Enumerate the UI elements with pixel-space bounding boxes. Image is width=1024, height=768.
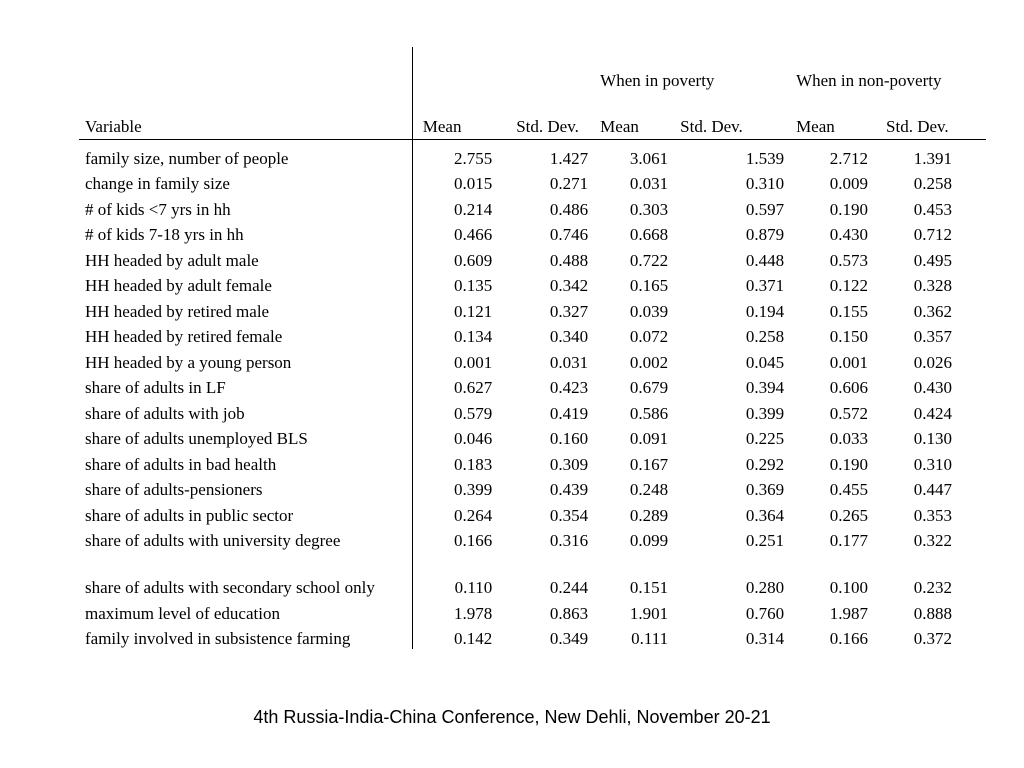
row-value-cell: 0.372 xyxy=(913,629,952,648)
row-value-cell: 0.430 xyxy=(913,378,952,397)
row-value-cell: 0.072 xyxy=(629,327,669,346)
row-variable-label: HH headed by adult female xyxy=(79,271,412,297)
table-row xyxy=(79,373,986,399)
table-row xyxy=(79,296,986,322)
row-value-cell: 0.354 xyxy=(549,505,589,525)
row-variable-label: family involved in subsistence farming xyxy=(79,624,412,650)
row-value-cell: 0.225 xyxy=(745,429,785,448)
table-row xyxy=(79,398,986,424)
row-variable-label: share of adults unemployed BLS xyxy=(79,424,412,450)
row-value-cell: 0.251 xyxy=(745,531,785,550)
row-value-cell: 0.486 xyxy=(549,199,589,219)
row-value-cell: 0.110 xyxy=(454,578,493,597)
row-value-cell: 0.190 xyxy=(829,199,869,219)
row-variable-label: share of adults with secondary school only xyxy=(79,551,412,598)
statistics-table xyxy=(79,47,986,649)
row-value-cell: 0.033 xyxy=(829,429,869,448)
row-value-cell: 0.130 xyxy=(913,429,952,448)
row-value-cell: 0.002 xyxy=(629,352,669,372)
row-value-cell: 0.430 xyxy=(829,225,869,244)
row-value-cell: 0.039 xyxy=(629,301,669,321)
row-variable-label: # of kids 7-18 yrs in hh xyxy=(79,220,412,246)
row-value-cell: 0.292 xyxy=(745,454,785,474)
row-value-cell: 0.155 xyxy=(829,301,869,321)
row-value-cell: 0.488 xyxy=(549,250,589,270)
row-variable-label: share of adults in LF xyxy=(79,373,412,399)
row-value-cell: 0.134 xyxy=(453,327,493,346)
row-value-cell: 0.863 xyxy=(549,603,589,623)
row-value-cell: 0.353 xyxy=(913,505,952,525)
row-value-cell: 0.349 xyxy=(549,629,589,648)
row-value-cell: 0.150 xyxy=(829,327,869,346)
row-value-cell: 0.466 xyxy=(453,225,493,244)
row-value-cell: 0.340 xyxy=(549,327,589,346)
header-column-row xyxy=(79,93,986,140)
table-row xyxy=(79,598,986,624)
row-value-cell: 0.111 xyxy=(631,629,669,648)
row-value-cell: 0.100 xyxy=(829,578,869,597)
row-value-cell: 1.391 xyxy=(913,148,952,168)
row-value-cell: 0.258 xyxy=(913,174,952,193)
table-row xyxy=(79,500,986,526)
row-value-cell: 0.606 xyxy=(829,378,869,397)
table-row xyxy=(79,271,986,297)
row-value-cell: 0.760 xyxy=(745,603,785,623)
row-value-cell: 0.371 xyxy=(745,276,785,295)
row-value-cell: 0.015 xyxy=(453,174,493,193)
header-variable: Variable xyxy=(79,93,412,140)
row-value-cell: 0.573 xyxy=(829,250,869,270)
row-value-cell: 1.978 xyxy=(453,603,493,623)
row-value-cell: 0.031 xyxy=(629,174,669,193)
table-row xyxy=(79,449,986,475)
row-value-cell: 0.280 xyxy=(745,578,785,597)
table-row xyxy=(79,220,986,246)
row-value-cell: 0.310 xyxy=(913,454,952,474)
row-value-cell: 0.879 xyxy=(745,225,785,244)
header-mean-nonpoverty: Mean xyxy=(784,93,868,140)
row-variable-label: HH headed by adult male xyxy=(79,245,412,271)
row-value-cell: 0.453 xyxy=(913,199,952,219)
row-value-cell: 0.369 xyxy=(745,480,785,499)
row-value-cell: 0.419 xyxy=(549,403,589,423)
row-value-cell: 0.177 xyxy=(829,531,869,550)
row-variable-label: maximum level of education xyxy=(79,598,412,624)
header-stddev-poverty: Std. Dev. xyxy=(668,93,784,140)
row-value-cell: 0.271 xyxy=(549,174,589,193)
row-value-cell: 0.001 xyxy=(829,352,869,372)
row-value-cell: 0.166 xyxy=(829,629,869,648)
row-value-cell: 0.447 xyxy=(913,480,952,499)
row-value-cell: 0.399 xyxy=(453,480,493,499)
row-value-cell: 0.322 xyxy=(913,531,952,550)
row-value-cell: 0.142 xyxy=(453,629,493,648)
row-value-cell: 0.722 xyxy=(629,250,669,270)
row-value-cell: 0.572 xyxy=(829,403,869,423)
row-value-cell: 0.357 xyxy=(913,327,952,346)
row-variable-label: share of adults in bad health xyxy=(79,449,412,475)
table-body xyxy=(79,140,986,650)
header-mean-all: Mean xyxy=(412,93,492,140)
row-value-cell: 0.586 xyxy=(629,403,669,423)
table-row xyxy=(79,245,986,271)
header-group-poverty: When in poverty xyxy=(600,71,715,90)
row-value-cell: 0.121 xyxy=(453,301,493,321)
row-variable-label: share of adults-pensioners xyxy=(79,475,412,501)
row-variable-label: # of kids <7 yrs in hh xyxy=(79,194,412,220)
row-value-cell: 0.303 xyxy=(629,199,669,219)
table-row xyxy=(79,140,986,169)
table-row xyxy=(79,169,986,195)
header-group-nonpoverty: When in non-poverty xyxy=(796,71,942,90)
row-variable-label: change in family size xyxy=(79,169,412,195)
row-value-cell: 0.668 xyxy=(629,225,669,244)
row-value-cell: 0.314 xyxy=(745,629,785,648)
row-value-cell: 0.046 xyxy=(453,429,493,448)
row-value-cell: 0.364 xyxy=(745,505,785,525)
row-value-cell: 0.579 xyxy=(453,403,493,423)
table-row xyxy=(79,475,986,501)
row-value-cell: 0.214 xyxy=(453,199,493,219)
row-value-cell: 0.328 xyxy=(913,276,952,295)
row-variable-label: share of adults in public sector xyxy=(79,500,412,526)
table-header xyxy=(79,47,986,140)
row-value-cell: 0.394 xyxy=(745,378,785,397)
row-value-cell: 0.439 xyxy=(549,480,589,499)
row-value-cell: 0.265 xyxy=(829,505,869,525)
row-value-cell: 0.362 xyxy=(913,301,952,321)
row-value-cell: 0.160 xyxy=(549,429,589,448)
row-value-cell: 0.609 xyxy=(453,250,493,270)
row-value-cell: 0.183 xyxy=(453,454,493,474)
row-value-cell: 0.135 xyxy=(453,276,493,295)
row-value-cell: 0.258 xyxy=(745,327,785,346)
row-variable-label: HH headed by a young person xyxy=(79,347,412,373)
row-value-cell: 0.310 xyxy=(745,174,785,193)
row-value-cell: 0.712 xyxy=(913,225,952,244)
row-value-cell: 1.987 xyxy=(829,603,869,623)
row-value-cell: 0.309 xyxy=(549,454,589,474)
table-row xyxy=(79,424,986,450)
header-stddev-all: Std. Dev. xyxy=(492,93,588,140)
row-variable-label: family size, number of people xyxy=(79,140,412,169)
row-value-cell: 0.342 xyxy=(549,276,589,295)
row-value-cell: 0.031 xyxy=(549,352,589,372)
row-value-cell: 0.455 xyxy=(829,480,869,499)
row-value-cell: 0.423 xyxy=(549,378,589,397)
table-row xyxy=(79,551,986,598)
row-value-cell: 0.151 xyxy=(629,578,669,597)
row-value-cell: 0.099 xyxy=(629,531,669,550)
header-stddev-nonpoverty: Std. Dev. xyxy=(868,93,986,140)
row-value-cell: 0.746 xyxy=(549,225,589,244)
row-value-cell: 0.679 xyxy=(629,378,669,397)
row-value-cell: 0.495 xyxy=(913,250,952,270)
row-value-cell: 1.427 xyxy=(549,148,589,168)
row-value-cell: 0.627 xyxy=(453,378,493,397)
row-value-cell: 1.901 xyxy=(629,603,669,623)
header-mean-poverty: Mean xyxy=(588,93,668,140)
row-variable-label: share of adults with job xyxy=(79,398,412,424)
row-value-cell: 1.539 xyxy=(745,148,785,168)
row-value-cell: 0.424 xyxy=(913,403,952,423)
row-value-cell: 0.190 xyxy=(829,454,869,474)
row-value-cell: 0.009 xyxy=(829,174,869,193)
row-value-cell: 0.091 xyxy=(629,429,669,448)
table-row xyxy=(79,322,986,348)
row-value-cell: 0.194 xyxy=(745,301,785,321)
row-value-cell: 0.122 xyxy=(829,276,869,295)
row-value-cell: 0.248 xyxy=(629,480,669,499)
header-group-row xyxy=(79,47,986,93)
row-value-cell: 2.755 xyxy=(453,148,493,168)
row-variable-label: HH headed by retired female xyxy=(79,322,412,348)
table-row xyxy=(79,194,986,220)
row-value-cell: 0.232 xyxy=(913,578,952,597)
row-value-cell: 0.026 xyxy=(913,352,952,372)
row-value-cell: 0.888 xyxy=(913,603,952,623)
row-value-cell: 0.316 xyxy=(549,531,589,550)
row-value-cell: 0.289 xyxy=(629,505,669,525)
row-value-cell: 0.399 xyxy=(745,403,785,423)
row-value-cell: 0.045 xyxy=(745,352,785,372)
row-value-cell: 0.001 xyxy=(453,352,493,372)
row-variable-label: share of adults with university degree xyxy=(79,526,412,552)
row-value-cell: 0.167 xyxy=(629,454,669,474)
row-value-cell: 3.061 xyxy=(629,148,669,168)
row-variable-label: HH headed by retired male xyxy=(79,296,412,322)
row-value-cell: 2.712 xyxy=(829,148,869,168)
table-row xyxy=(79,624,986,650)
row-value-cell: 0.597 xyxy=(745,199,785,219)
footer-conference-text: 4th Russia-India-China Conference, New Dehli, November 20-21 xyxy=(253,707,771,727)
header-spacer xyxy=(79,47,412,93)
row-value-cell: 0.448 xyxy=(745,250,785,270)
row-value-cell: 0.264 xyxy=(453,505,493,525)
row-value-cell: 0.327 xyxy=(549,301,589,321)
row-value-cell: 0.166 xyxy=(453,531,493,550)
table-row xyxy=(79,347,986,373)
table-row xyxy=(79,526,986,552)
row-value-cell: 0.244 xyxy=(549,578,589,597)
row-value-cell: 0.165 xyxy=(629,276,669,295)
